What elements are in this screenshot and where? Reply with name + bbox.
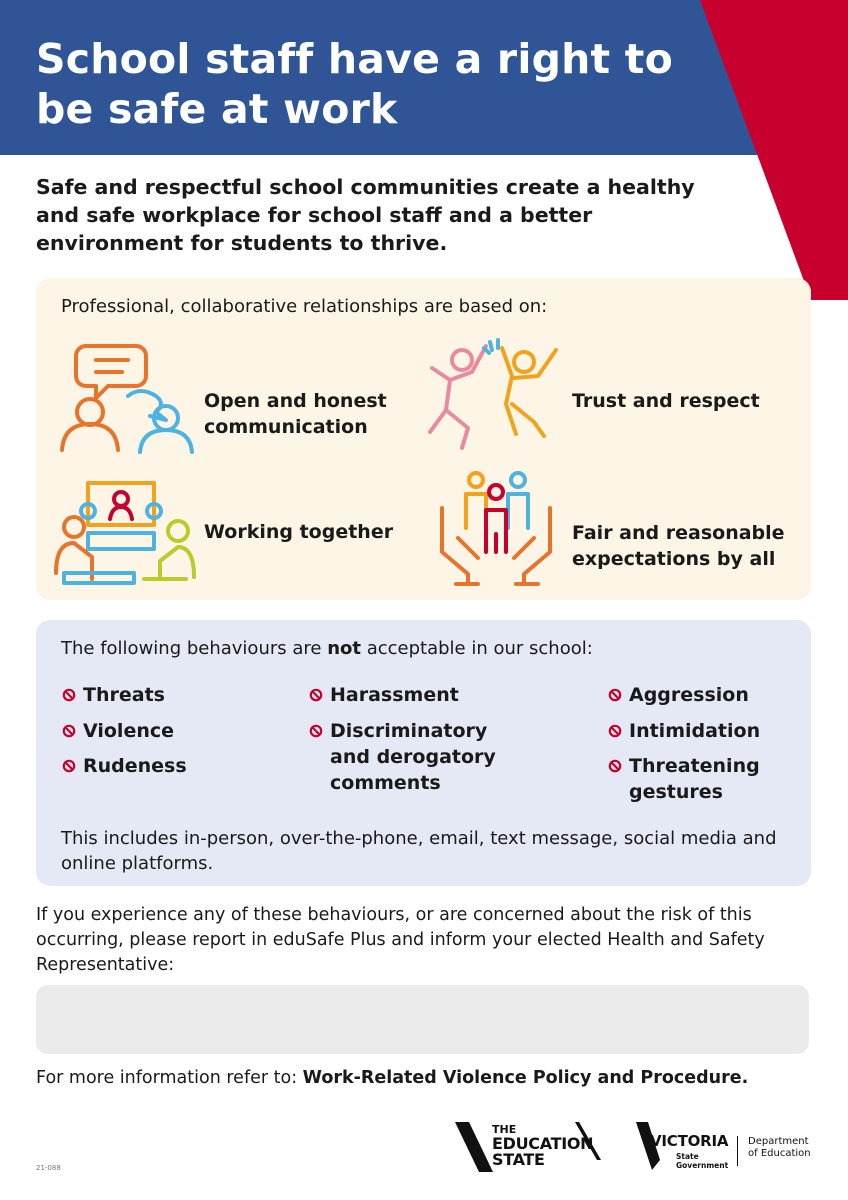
relationships-intro: Professional, collaborative relationships are based on: [61, 296, 548, 317]
red-corner-accent [700, 0, 848, 300]
relationship-label: Open and honest communication [204, 390, 387, 438]
department-label: Department of Education [748, 1136, 811, 1159]
behaviour-item: Threatening gestures [608, 753, 798, 805]
report-instructions: If you experience any of these behaviours, or are concerned about the risk of this occurring, please report in eduSafe Plus and inform your elected Health and Safety Representative: [36, 905, 765, 975]
hsr-contact-field[interactable] [36, 985, 809, 1054]
prohibited-icon [608, 688, 622, 702]
policy-link[interactable]: Work-Related Violence Policy and Procedure. [302, 1068, 749, 1088]
relationship-label: Fair and reasonable expectations by all [572, 522, 785, 570]
relationship-label: Working together [204, 521, 394, 543]
behaviour-item: Rudeness [62, 753, 282, 779]
behaviours-column-3 [608, 682, 798, 815]
behaviour-item: Harassment [309, 682, 529, 708]
behaviour-item: Discriminatory and derogatory comments [309, 718, 529, 796]
behaviour-item: Intimidation [608, 718, 798, 744]
relationship-item-communication [48, 338, 408, 458]
high-five-icon [422, 338, 572, 458]
relationship-item-working-together [48, 473, 408, 593]
behaviours-column-2 [309, 682, 529, 805]
behaviours-panel [36, 620, 811, 886]
document-code: 21-088 [36, 1164, 61, 1172]
behaviour-item: Threats [62, 682, 282, 708]
prohibited-icon [309, 688, 323, 702]
hands-people-icon [436, 468, 586, 588]
logo-divider [737, 1136, 738, 1166]
relationship-item-fair-expectations [436, 468, 796, 588]
behaviours-intro: The following behaviours are not acceptable in our school: [61, 638, 593, 659]
prohibited-icon [608, 759, 622, 773]
more-info: For more information refer to: Work-Related Violence Policy and Procedure. [36, 1068, 749, 1088]
relationships-panel [36, 278, 811, 600]
team-meeting-icon [48, 473, 198, 593]
relationship-item-trust [422, 338, 782, 458]
page-title: School staff have a right to be safe at work [36, 35, 673, 133]
behaviour-item: Aggression [608, 682, 798, 708]
relationship-label: Trust and respect [572, 390, 760, 412]
prohibited-icon [62, 759, 76, 773]
education-state-logo: THE EDUCATION STATE [492, 1123, 594, 1169]
behaviours-note: This includes in-person, over-the-phone, email, text message, social media and online platforms. [61, 828, 777, 874]
prohibited-icon [608, 724, 622, 738]
prohibited-icon [62, 688, 76, 702]
behaviour-item: Violence [62, 718, 282, 744]
communication-icon [48, 338, 198, 458]
victoria-sublabel: State Government [676, 1152, 729, 1170]
behaviours-column-1 [62, 682, 282, 789]
prohibited-icon [309, 724, 323, 738]
prohibited-icon [62, 724, 76, 738]
victoria-logo: VICTORIA [650, 1132, 729, 1150]
intro-statement: Safe and respectful school communities create a healthy and safe workplace for school staff and a better environment for students to thrive. [36, 175, 695, 255]
